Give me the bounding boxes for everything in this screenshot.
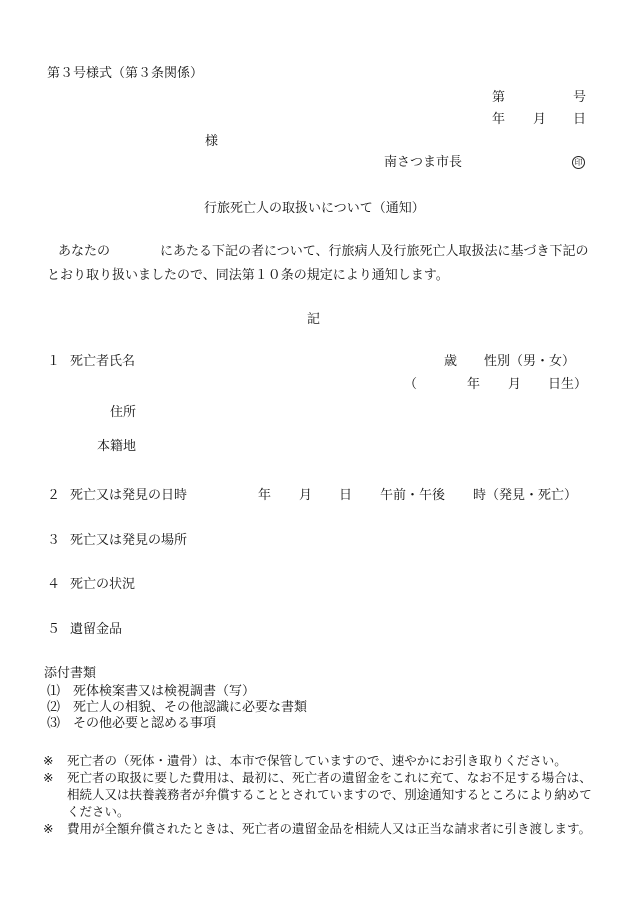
item4-label: 死亡の状況 (70, 577, 136, 592)
item3-number: ３ (47, 533, 61, 548)
body-part-1: あなたの (58, 244, 111, 259)
address-label: 住所 (110, 405, 137, 420)
item3-label: 死亡又は発見の場所 (70, 533, 188, 548)
seal-icon: 印 (572, 156, 585, 169)
body-paragraph (47, 240, 591, 288)
item2-year: 年 (258, 488, 272, 503)
body-part-2: にあたる下記の者について、行旅病人及行旅死亡人取扱法に基づき下記のとおり取り扱いましたので、同法第１０条の規定により通知します。 (47, 244, 589, 283)
note-mark: ※ (43, 821, 54, 836)
birth-month: 月 (508, 377, 522, 392)
item2-day: 日 (339, 488, 353, 503)
doc-number-prefix: 第 (492, 90, 506, 105)
note-item: ※ 死亡者の（死体・遺骨）は、本市で保管していますので、速やかにお引き取りください。 (43, 753, 567, 768)
item2-month: 月 (299, 488, 313, 503)
item2-ampm: 午前・午後 (380, 488, 446, 503)
form-number: 第３号様式（第３条関係） (47, 66, 204, 81)
document-title: 行旅死亡人の取扱いについて（通知） (204, 201, 425, 216)
age-label: 歳 (444, 354, 458, 369)
note-item: ※ 費用が全額弁償されたときは、死亡者の遺留金品を相続人又は正当な請求者に引き渡します。 (43, 821, 592, 836)
ki-heading: 記 (307, 312, 321, 327)
item2-label: 死亡又は発見の日時 (70, 488, 188, 503)
note-mark: ※ (43, 770, 54, 785)
honseki-label: 本籍地 (97, 439, 137, 454)
date-month: 月 (533, 112, 547, 127)
attachment-item: ⑴ 死体検案書又は検視調書（写） (47, 684, 256, 699)
item2-time: 時（発見・死亡） (473, 488, 578, 503)
date-year: 年 (492, 112, 506, 127)
seal-mark (568, 155, 585, 171)
item5-number: ５ (47, 622, 61, 637)
item4-number: ４ (47, 577, 61, 592)
item5-label: 遺留金品 (70, 622, 123, 637)
doc-number-suffix: 号 (573, 90, 587, 105)
issuer-name: 南さつま市長 (384, 155, 463, 170)
item2-number: ２ (47, 488, 61, 503)
item1-label: 死亡者氏名 (70, 354, 136, 369)
date-day: 日 (573, 112, 587, 127)
note-mark: ※ (43, 753, 54, 768)
note-item: ※ 死亡者の取扱に要した費用は、最初に、死亡者の遺留金をこれに充て、なお不足する場合は、相続人又は扶養義務者が弁償することとされていますので、別途通知するところにより納めてください。 (43, 770, 592, 819)
addressee-suffix: 様 (205, 134, 219, 149)
attachment-item: ⑶ その他必要と認める事項 (47, 716, 217, 731)
attachment-item: ⑵ 死亡人の相貌、その他認識に必要な書類 (47, 700, 308, 715)
sex-label: 性別（男・女） (484, 354, 576, 369)
birth-year: 年 (467, 377, 481, 392)
birth-open: （ (404, 377, 418, 392)
birth-day: 日生） (548, 377, 588, 392)
attachments-heading: 添付書類 (44, 666, 97, 681)
item1-number: １ (47, 354, 61, 369)
